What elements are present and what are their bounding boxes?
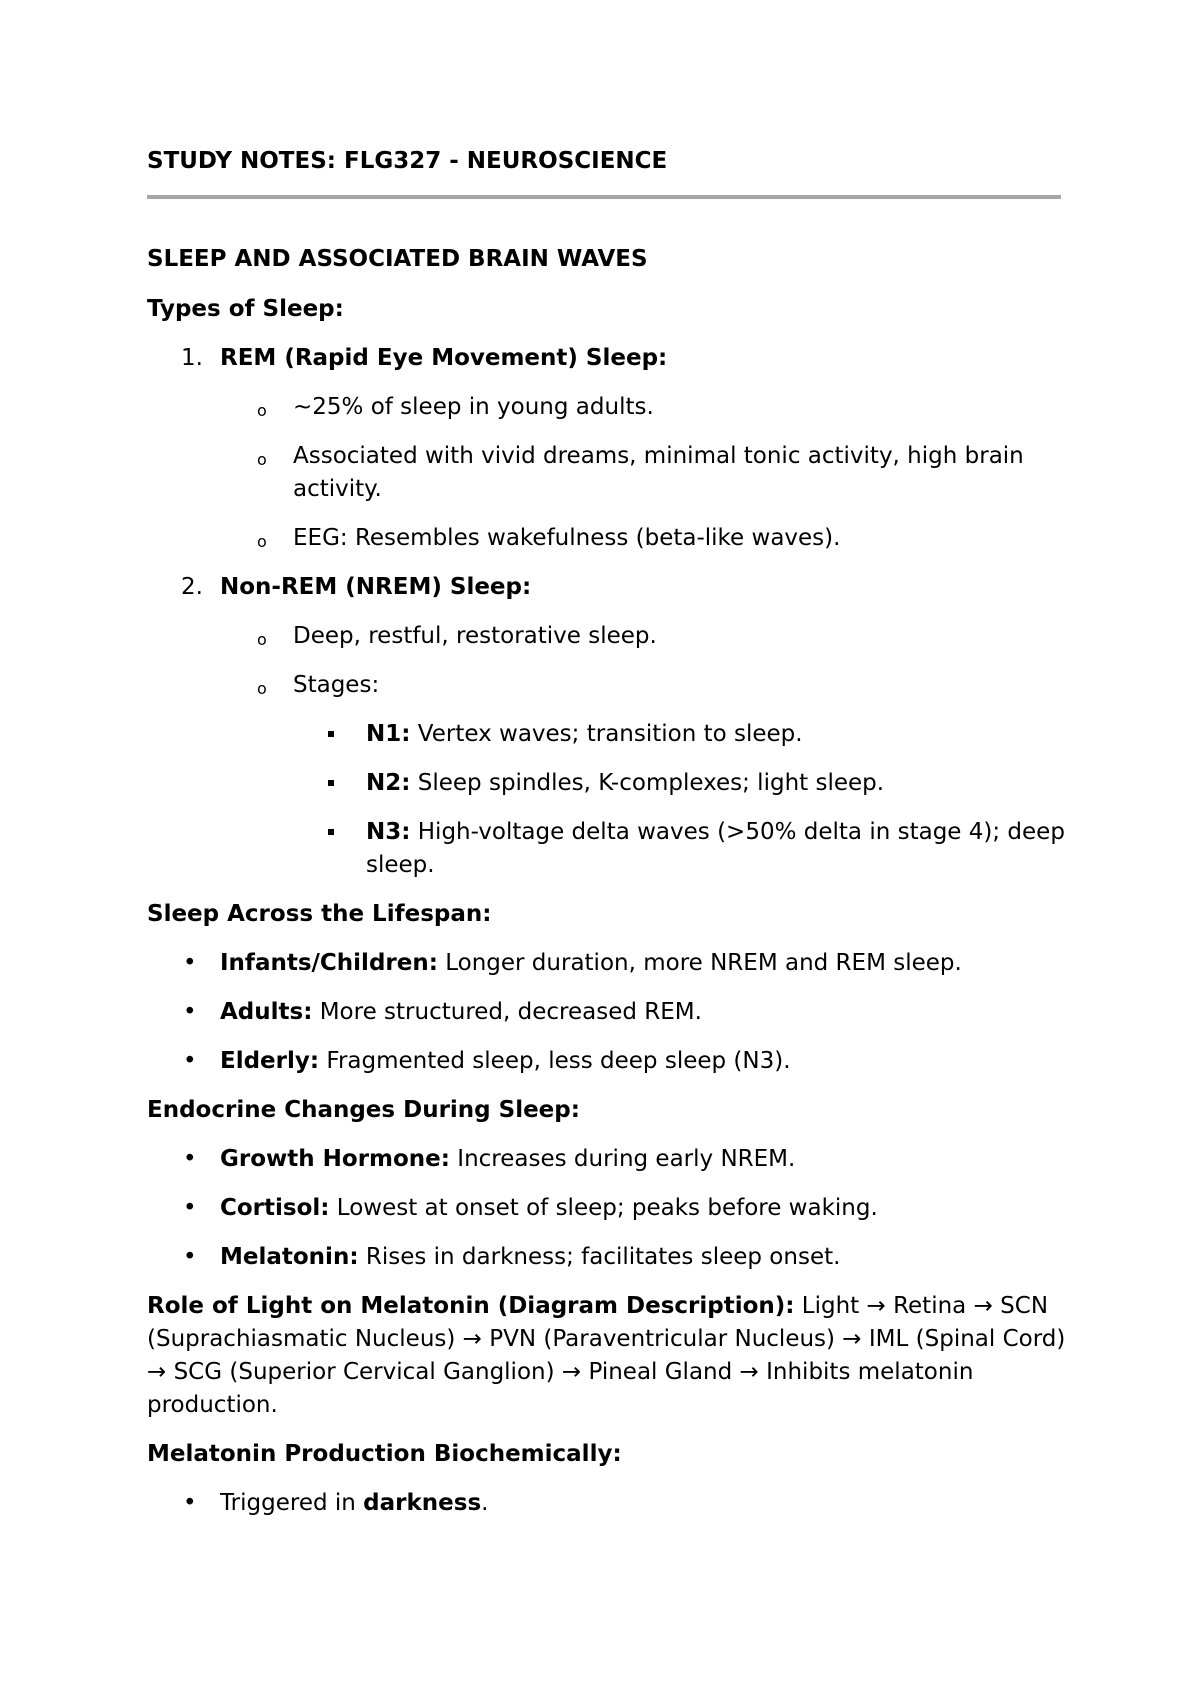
bullet-icon: • bbox=[183, 1244, 197, 1270]
circle-bullet-icon: o bbox=[257, 679, 267, 698]
sub-list-item bbox=[147, 620, 1067, 653]
list-number: 2. bbox=[181, 574, 203, 600]
circle-bullet-icon: o bbox=[257, 630, 267, 649]
item-text: Lowest at onset of sleep; peaks before waking. bbox=[329, 1195, 878, 1221]
stage-text: High-voltage delta waves (>50% delta in stage 4); deep sleep. bbox=[366, 819, 1065, 878]
list-item bbox=[147, 1143, 1067, 1176]
list-item bbox=[147, 1045, 1067, 1078]
sub-list-item bbox=[147, 522, 1067, 555]
list-item bbox=[147, 996, 1067, 1029]
stage-text: Sleep spindles, K-complexes; light sleep. bbox=[410, 770, 885, 796]
sub-list-text: Stages: bbox=[293, 672, 380, 698]
item-label: Infants/Children: bbox=[220, 950, 438, 976]
item-text: Rises in darkness; facilitates sleep onset. bbox=[358, 1244, 841, 1270]
lifespan-heading: Sleep Across the Lifespan: bbox=[147, 901, 492, 927]
stage-item bbox=[147, 767, 1067, 800]
sub-list-text: EEG: Resembles wakefulness (beta-like waves). bbox=[293, 525, 841, 551]
list-number: 1. bbox=[181, 345, 203, 371]
list-item bbox=[147, 947, 1067, 980]
item-text-suffix: . bbox=[481, 1490, 489, 1516]
bullet-icon: • bbox=[183, 1048, 197, 1074]
circle-bullet-icon: o bbox=[257, 401, 267, 420]
endocrine-heading: Endocrine Changes During Sleep: bbox=[147, 1097, 580, 1123]
rem-label: REM (Rapid Eye Movement) Sleep: bbox=[220, 345, 668, 371]
item-label: Growth Hormone: bbox=[220, 1146, 450, 1172]
item-text: More structured, decreased REM. bbox=[312, 999, 702, 1025]
item-label: Melatonin: bbox=[220, 1244, 359, 1270]
list-item bbox=[147, 1241, 1067, 1274]
section-title: SLEEP AND ASSOCIATED BRAIN WAVES bbox=[147, 246, 648, 272]
square-bullet-icon bbox=[328, 731, 334, 737]
stage-label: N2: bbox=[366, 770, 411, 796]
bullet-icon: • bbox=[183, 1195, 197, 1221]
document-title: STUDY NOTES: FLG327 - NEUROSCIENCE bbox=[147, 148, 668, 174]
item-label: Cortisol: bbox=[220, 1195, 330, 1221]
document-body bbox=[147, 243, 1067, 1536]
item-text-prefix: Triggered in bbox=[220, 1490, 364, 1516]
nrem-label: Non-REM (NREM) Sleep: bbox=[220, 574, 532, 600]
sub-list-text: Associated with vivid dreams, minimal tonic activity, high brain activity. bbox=[293, 443, 1024, 502]
light-role-label: Role of Light on Melatonin (Diagram Description): bbox=[147, 1293, 795, 1319]
stage-label: N1: bbox=[366, 721, 411, 747]
stage-item bbox=[147, 718, 1067, 751]
item-label: Adults: bbox=[220, 999, 313, 1025]
title-divider bbox=[147, 195, 1061, 199]
item-label: Elderly: bbox=[220, 1048, 320, 1074]
sub-list-text: Deep, restful, restorative sleep. bbox=[293, 623, 657, 649]
biochem-heading: Melatonin Production Biochemically: bbox=[147, 1441, 622, 1467]
bullet-icon: • bbox=[183, 1490, 197, 1516]
list-item bbox=[147, 1487, 1067, 1520]
item-text: Increases during early NREM. bbox=[449, 1146, 796, 1172]
bullet-icon: • bbox=[183, 999, 197, 1025]
item-text: Longer duration, more NREM and REM sleep. bbox=[437, 950, 962, 976]
sub-list-item bbox=[147, 440, 1067, 506]
stage-item bbox=[147, 816, 1067, 882]
item-text: Fragmented sleep, less deep sleep (N3). bbox=[319, 1048, 791, 1074]
list-item-nrem bbox=[147, 571, 1067, 604]
sub-list-item bbox=[147, 391, 1067, 424]
list-item bbox=[147, 1192, 1067, 1225]
item-text-bold: darkness bbox=[363, 1490, 482, 1516]
bullet-icon: • bbox=[183, 1146, 197, 1172]
light-role-text: Light → Retina → SCN (Suprachiasmatic Nucleus) → PVN (Paraventricular Nucleus) → IML (Spinal Cord) → SCG (Superior Cervical Ganglion) → Pineal Gland → Inhibits melatonin production. bbox=[147, 1293, 1066, 1418]
circle-bullet-icon: o bbox=[257, 450, 267, 469]
types-heading: Types of Sleep: bbox=[147, 296, 344, 322]
stage-label: N3: bbox=[366, 819, 411, 845]
sub-list-item bbox=[147, 669, 1067, 702]
stage-text: Vertex waves; transition to sleep. bbox=[410, 721, 803, 747]
square-bullet-icon bbox=[328, 829, 334, 835]
sub-list-text: ~25% of sleep in young adults. bbox=[293, 394, 654, 420]
square-bullet-icon bbox=[328, 780, 334, 786]
circle-bullet-icon: o bbox=[257, 532, 267, 551]
light-role-paragraph bbox=[147, 1290, 1067, 1422]
bullet-icon: • bbox=[183, 950, 197, 976]
list-item-rem bbox=[147, 342, 1067, 375]
